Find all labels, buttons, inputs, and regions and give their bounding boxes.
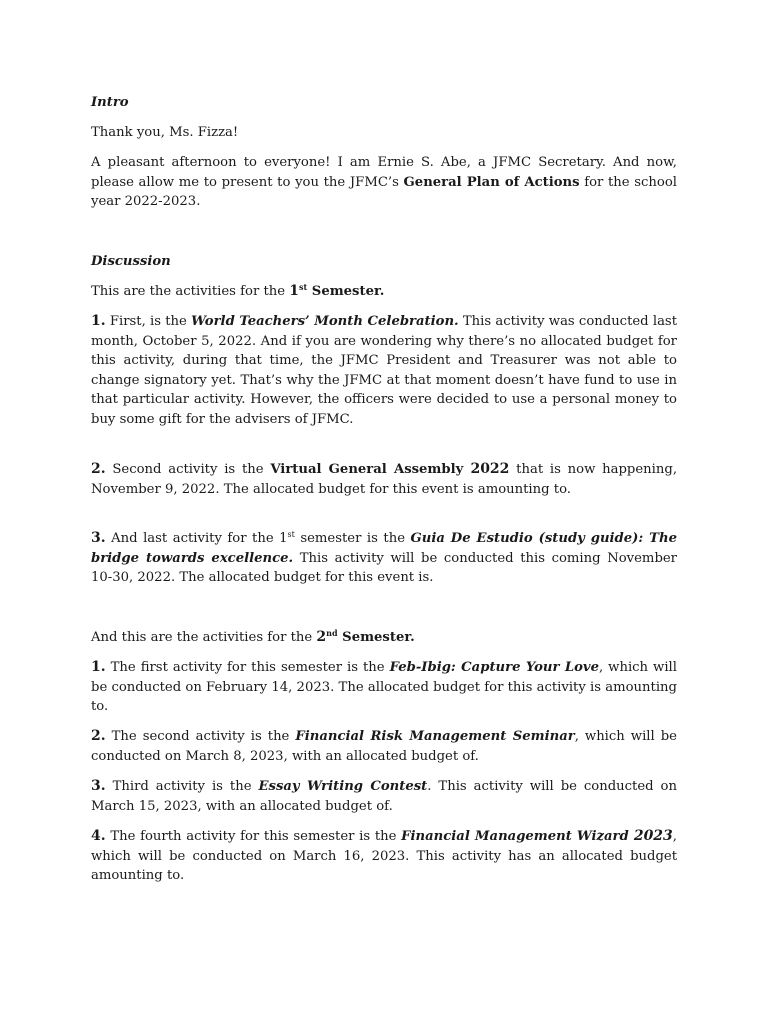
s1-item-3 <box>91 529 677 588</box>
s2-item-1-number: 1. <box>91 659 106 675</box>
sem2-sup: nd <box>326 628 338 638</box>
intro-thanks: Thank you, Ms. Fizza! <box>91 125 239 140</box>
sem2-word: Semester. <box>337 630 415 645</box>
s1-item-1-post: This activity was conducted last month, October 5, 2022. And if you are wondering why there’s no allocated budget for this activity, during that time, the JFMC President and Treasurer was not able to change signatory yet. That’s why the JFMC at that moment doesn’t have fund to use in that particular activity. However, the officers were decided to use a personal money to buy some gift for the advisers of JFMC. <box>91 314 677 427</box>
s2-item-1-title: Feb-Ibig: Capture Your Love <box>389 660 599 675</box>
s1-item-1 <box>91 312 677 430</box>
s1-item-2-year: 2022 <box>470 461 510 477</box>
s1-item-3-title: Guia De Estudio (study guide): The bridge towards excellence. <box>91 531 677 566</box>
s2-item-3-post: . This activity will be conducted on March 15, 2023, with an allocated budget of. <box>91 779 677 814</box>
sem2-intro <box>91 628 677 648</box>
s2-item-2-pre: The second activity is the <box>105 729 296 744</box>
s1-item-1-pre: First, is the <box>105 314 192 329</box>
s2-item-4-number: 4. <box>91 828 106 844</box>
s1-item-1-title: World Teachers’ Month Celebration. <box>191 314 459 329</box>
s2-item-2 <box>91 727 677 766</box>
s1-item-2-post: that is now happening, November 9, 2022. The allocated budget for this event is amounting to. <box>91 462 678 497</box>
s2-item-4-title: Financial Management Wizard <box>401 829 634 844</box>
s1-item-3-post: This activity will be conducted this coming November 10-30, 2022. The allocated budget for this event is. <box>91 550 677 586</box>
sem1-sup: st <box>299 282 308 292</box>
greeting-text-end: for the school year 2022-2023. <box>91 174 678 210</box>
s2-item-4 <box>91 827 677 886</box>
s1-item-2-number: 2. <box>91 461 106 477</box>
s2-item-3 <box>91 777 677 816</box>
s2-item-3-title: Essay Writing Contest <box>258 779 428 794</box>
s2-item-1-pre: The first activity for this semester is the <box>105 660 390 675</box>
s1-item-2-title: Virtual General Assembly <box>270 462 471 477</box>
s2-item-4-pre: The fourth activity for this semester is the <box>105 829 402 844</box>
intro-heading: Intro <box>91 95 129 110</box>
sem1-number: 1 <box>289 283 299 299</box>
sem2-number: 2 <box>316 629 327 645</box>
s2-item-2-post: , which will be conducted on March 8, 2023, with an allocated budget of. <box>91 729 677 764</box>
s2-item-1-post: , which will be conducted on February 14, 2023. The allocated budget for this activity is amounting to. <box>91 660 677 715</box>
greeting-text-start: A pleasant afternoon to everyone! I am Ernie S. Abe, a JFMC Secretary. And now, please allow me to present to you the JFMC’s <box>91 155 677 190</box>
s2-item-4-year: 2023 <box>633 828 673 844</box>
s1-item-3-pre-a: And last activity for the 1 <box>105 531 288 546</box>
sem1-intro <box>91 282 677 302</box>
s2-item-2-number: 2. <box>91 728 106 744</box>
greeting-bold: General Plan of Actions <box>403 174 580 190</box>
sem1-word: Semester. <box>307 284 385 299</box>
s1-item-3-number: 3. <box>91 530 106 546</box>
s1-item-1-number: 1. <box>91 313 106 329</box>
s2-item-3-number: 3. <box>91 778 106 794</box>
s2-item-3-pre: Third activity is the <box>105 779 259 794</box>
s1-item-3-pre-b: semester is the <box>294 531 411 546</box>
intro-greeting <box>91 153 677 212</box>
s1-item-2 <box>91 460 677 499</box>
s2-item-4-post: , which will be conducted on March 16, 2023. This activity has an allocated budget amounting to. <box>91 829 677 884</box>
s1-item-3-sup: st <box>287 530 295 539</box>
s2-item-2-title: Financial Risk Management Seminar <box>295 729 575 744</box>
s1-item-2-pre: Second activity is the <box>105 462 271 477</box>
sem1-intro-text: This are the activities for the <box>91 284 290 299</box>
s2-item-1 <box>91 658 677 717</box>
discussion-heading: Discussion <box>91 254 171 269</box>
sem2-intro-text: And this are the activities for the <box>91 630 317 645</box>
